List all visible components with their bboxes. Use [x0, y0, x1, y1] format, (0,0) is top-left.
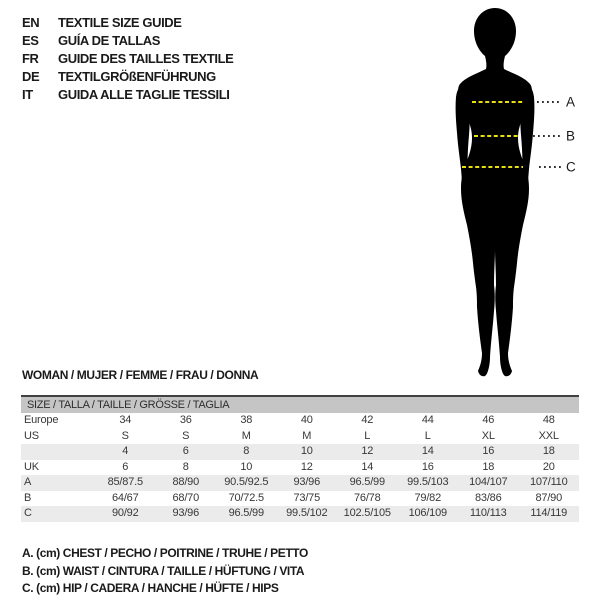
- language-label: TEXTILGRÖßENFÜHRUNG: [58, 68, 216, 84]
- size-cell: 99.5/103: [407, 476, 449, 488]
- note-line-a: A. (cm) CHEST / PECHO / POITRINE / TRUHE / PETTO: [22, 546, 308, 560]
- language-row-es: [22, 31, 233, 49]
- size-table-header: SIZE / TALLA / TAILLE / GRÖSSE / TAGLIA: [21, 396, 579, 413]
- size-cell: 64/67: [111, 491, 139, 504]
- size-cell: 4: [122, 445, 129, 457]
- language-row-it: [22, 85, 233, 103]
- size-cell: 18: [542, 445, 555, 457]
- row-label: B: [24, 491, 32, 504]
- language-row-de: [22, 67, 233, 85]
- language-guide: [22, 13, 233, 103]
- size-cell: M: [241, 429, 251, 442]
- size-cell: 14: [421, 445, 434, 457]
- size-cell: 90.5/92.5: [224, 476, 269, 488]
- language-label: GUÍA DE TALLAS: [58, 32, 161, 48]
- size-cell: 14: [361, 460, 374, 473]
- size-cell: 83/86: [474, 491, 502, 504]
- size-cell: 93/96: [172, 507, 200, 519]
- language-label: GUIDE DES TAILLES TEXTILE: [58, 50, 234, 66]
- silhouette-left-arm: [456, 78, 471, 217]
- size-table-row-europe: [21, 413, 579, 429]
- size-cell: 102.5/105: [343, 507, 391, 519]
- size-cell: 96.5/99: [349, 476, 385, 488]
- size-cell: 10: [300, 445, 313, 457]
- size-cell: L: [424, 429, 431, 442]
- size-cell: 6: [122, 460, 129, 473]
- size-cell: 16: [482, 445, 495, 457]
- size-cell: 44: [421, 414, 434, 426]
- row-label: C: [24, 507, 32, 519]
- language-code: FR: [22, 50, 39, 66]
- language-code: EN: [22, 14, 40, 30]
- size-table-row-a: [21, 475, 579, 491]
- size-cell: 90/92: [111, 507, 139, 519]
- size-cell: 34: [119, 414, 132, 426]
- size-table-row-uk: [21, 460, 579, 476]
- size-cell: 99.5/102: [286, 507, 328, 519]
- size-cell: 6: [182, 445, 189, 457]
- size-cell: XL: [481, 429, 495, 442]
- size-cell: 20: [542, 460, 555, 473]
- row-label: Europe: [24, 414, 59, 426]
- size-cell: 38: [240, 414, 253, 426]
- language-code: DE: [22, 68, 40, 84]
- size-cell: 16: [421, 460, 434, 473]
- size-cell: 18: [482, 460, 495, 473]
- size-cell: 42: [361, 414, 374, 426]
- section-title-woman: WOMAN / MUJER / FEMME / FRAU / DONNA: [22, 368, 259, 382]
- size-table-row-us-num: [21, 444, 579, 460]
- size-cell: 106/109: [408, 507, 447, 519]
- size-table-row-us: [21, 429, 579, 445]
- size-cell: 93/96: [293, 476, 321, 488]
- size-table-row-c: [21, 506, 579, 522]
- size-cell: M: [302, 429, 312, 442]
- row-label: [21, 444, 95, 460]
- size-cell: 70/72.5: [228, 491, 264, 504]
- size-cell: 73/75: [293, 491, 321, 504]
- language-row-en: [22, 13, 233, 31]
- language-code: IT: [22, 86, 33, 102]
- size-cell: L: [364, 429, 371, 442]
- size-cell: 76/78: [353, 491, 381, 504]
- size-cell: S: [121, 429, 129, 442]
- woman-silhouette: [456, 8, 535, 376]
- size-cell: 114/119: [530, 507, 568, 519]
- language-label: TEXTILE SIZE GUIDE: [58, 14, 182, 30]
- size-cell: 85/87.5: [107, 476, 143, 488]
- silhouette-svg: [425, 0, 600, 390]
- size-cell: XXL: [538, 429, 559, 442]
- language-label: GUIDA ALLE TAGLIE TESSILI: [58, 86, 230, 102]
- measure-label-c: C: [566, 159, 576, 175]
- note-line-b: B. (cm) WAIST / CINTURA / TAILLE / HÜFTUNG / VITA: [22, 563, 305, 578]
- size-cell: 79/82: [414, 491, 442, 504]
- size-cell: 46: [482, 414, 495, 426]
- woman-silhouette-figure: [425, 0, 600, 390]
- row-label: A: [24, 476, 32, 488]
- size-cell: 8: [182, 460, 189, 473]
- size-table-header-row: [21, 396, 579, 413]
- size-cell: 10: [240, 460, 253, 473]
- size-cell: 96.5/99: [228, 507, 264, 519]
- size-cell: 8: [243, 445, 250, 457]
- size-cell: 107/110: [529, 476, 568, 488]
- silhouette-right-arm: [519, 78, 534, 217]
- size-cell: 40: [300, 414, 313, 426]
- size-cell: 104/107: [469, 476, 508, 488]
- size-cell: 12: [300, 460, 313, 473]
- size-table-row-b: [21, 491, 579, 507]
- size-cell: 48: [542, 414, 555, 426]
- size-cell: S: [182, 429, 190, 442]
- row-label: UK: [24, 460, 39, 473]
- measure-label-b: B: [566, 128, 576, 144]
- measurement-notes: [22, 545, 308, 598]
- language-row-fr: [22, 49, 233, 67]
- size-cell: 87/90: [535, 491, 563, 504]
- size-cell: 36: [179, 414, 192, 426]
- row-label: US: [24, 429, 39, 442]
- size-cell: 68/70: [172, 491, 200, 504]
- size-cell: 110/113: [469, 507, 507, 519]
- measure-label-a: A: [566, 94, 576, 110]
- measure-labels: [566, 95, 576, 175]
- size-table: [21, 395, 579, 522]
- language-code: ES: [22, 32, 39, 48]
- note-line-c: C. (cm) HIP / CADERA / HANCHE / HÜFTE / HIPS: [22, 581, 279, 595]
- size-cell: 12: [361, 445, 374, 457]
- size-cell: 88/90: [172, 476, 200, 488]
